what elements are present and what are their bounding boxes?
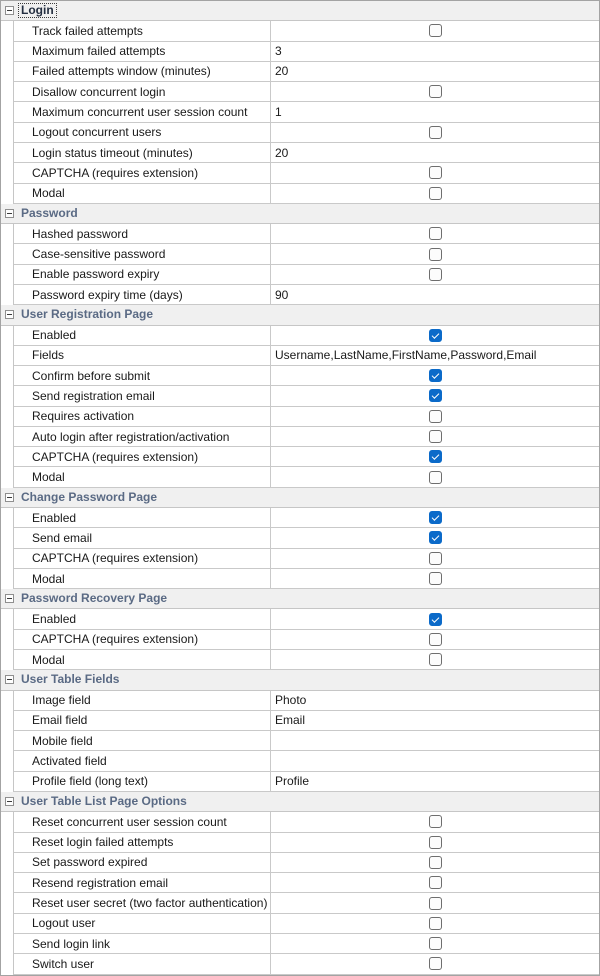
property-value-cell[interactable] <box>271 82 599 101</box>
property-value-cell[interactable] <box>271 549 599 568</box>
property-value-cell[interactable] <box>271 447 599 466</box>
checkbox-unchecked-icon[interactable] <box>429 430 442 443</box>
property-row-reset-user-secret-two-factor-authentication[interactable] <box>14 893 599 913</box>
property-label: Profile field (long text) <box>14 772 271 791</box>
property-row-maximum-failed-attempts[interactable] <box>14 42 599 62</box>
property-row-enabled[interactable] <box>14 326 599 346</box>
property-value-cell[interactable] <box>271 934 599 953</box>
property-label: Enabled <box>14 508 271 527</box>
property-row-send-email[interactable] <box>14 528 599 548</box>
checkbox-checked-icon[interactable] <box>429 531 442 544</box>
property-value-cell[interactable] <box>271 853 599 872</box>
checkbox-unchecked-icon[interactable] <box>429 126 442 139</box>
checkbox-unchecked-icon[interactable] <box>429 85 442 98</box>
property-row-reset-login-failed-attempts[interactable] <box>14 833 599 853</box>
checkbox-unchecked-icon[interactable] <box>429 471 442 484</box>
property-value-text[interactable]: Photo <box>275 693 307 708</box>
checkbox-unchecked-icon[interactable] <box>429 917 442 930</box>
property-label: Password expiry time (days) <box>14 285 271 304</box>
property-label: Modal <box>14 650 271 669</box>
property-row-modal[interactable] <box>14 569 599 589</box>
property-value-cell[interactable] <box>271 21 599 40</box>
property-row-captcha-requires-extension[interactable] <box>14 549 599 569</box>
collapse-minus-icon[interactable] <box>5 594 14 603</box>
property-value-cell[interactable] <box>271 427 599 446</box>
group-header-password[interactable] <box>1 204 599 224</box>
section-rows <box>13 508 599 589</box>
property-label: Logout user <box>14 914 271 933</box>
property-value-cell[interactable] <box>271 812 599 831</box>
property-value-cell[interactable] <box>271 893 599 912</box>
group-header-user-table-list-page-options[interactable] <box>1 792 599 812</box>
property-value-cell[interactable] <box>271 244 599 263</box>
collapse-minus-icon[interactable] <box>5 675 14 684</box>
collapse-minus-icon[interactable] <box>5 6 14 15</box>
property-row-confirm-before-submit[interactable] <box>14 366 599 386</box>
property-label: Mobile field <box>14 731 271 750</box>
group-title: Change Password Page <box>21 489 158 504</box>
group-header-login[interactable] <box>1 1 599 21</box>
property-value-cell[interactable] <box>271 467 599 486</box>
property-value-text[interactable]: 90 <box>275 287 289 302</box>
property-label: Reset user secret (two factor authentication) <box>14 893 271 912</box>
property-label: Set password expired <box>14 853 271 872</box>
collapse-minus-icon[interactable] <box>5 209 14 218</box>
property-row-resend-registration-email[interactable] <box>14 873 599 893</box>
checkbox-unchecked-icon[interactable] <box>429 897 442 910</box>
property-label: Reset login failed attempts <box>14 833 271 852</box>
property-label: Hashed password <box>14 224 271 243</box>
property-row-activated-field[interactable] <box>14 751 599 771</box>
property-value-cell[interactable] <box>271 407 599 426</box>
group-header-user-table-fields[interactable] <box>1 670 599 690</box>
property-row-send-login-link[interactable] <box>14 934 599 954</box>
collapse-minus-icon[interactable] <box>5 493 14 502</box>
property-row-enable-password-expiry[interactable] <box>14 265 599 285</box>
property-row-image-field[interactable] <box>14 691 599 711</box>
property-row-auto-login-after-registration-activation[interactable] <box>14 427 599 447</box>
property-label: Requires activation <box>14 407 271 426</box>
property-label: Switch user <box>14 954 271 973</box>
property-row-logout-concurrent-users[interactable] <box>14 123 599 143</box>
property-value-text[interactable]: Profile <box>275 774 310 789</box>
checkbox-checked-icon[interactable] <box>429 450 442 463</box>
property-row-modal[interactable] <box>14 184 599 204</box>
checkbox-unchecked-icon[interactable] <box>429 876 442 889</box>
property-row-maximum-concurrent-user-session-count[interactable] <box>14 102 599 122</box>
property-value-cell[interactable] <box>271 265 599 284</box>
group-title: Password <box>21 205 78 220</box>
property-value-text[interactable] <box>271 731 599 750</box>
property-label: Reset concurrent user session count <box>14 812 271 831</box>
property-value-cell[interactable] <box>271 224 599 243</box>
property-row-failed-attempts-window-minutes[interactable] <box>14 62 599 82</box>
collapse-minus-icon[interactable] <box>5 310 14 319</box>
property-label: Activated field <box>14 751 271 770</box>
checkbox-unchecked-icon[interactable] <box>429 653 442 666</box>
property-row-mobile-field[interactable] <box>14 731 599 751</box>
property-row-disallow-concurrent-login[interactable] <box>14 82 599 102</box>
property-value-text[interactable]: 3 <box>275 44 282 59</box>
property-row-modal[interactable] <box>14 650 599 670</box>
property-label: Enabled <box>14 326 271 345</box>
property-row-fields[interactable] <box>14 346 599 366</box>
checkbox-checked-icon[interactable] <box>429 511 442 524</box>
property-value-cell[interactable] <box>271 163 599 182</box>
property-label: Enable password expiry <box>14 265 271 284</box>
property-value-cell[interactable] <box>271 528 599 547</box>
checkbox-unchecked-icon[interactable] <box>429 410 442 423</box>
property-value-cell[interactable] <box>271 508 599 527</box>
property-label: Fields <box>14 346 271 365</box>
property-row-modal[interactable] <box>14 467 599 487</box>
checkbox-unchecked-icon[interactable] <box>429 815 442 828</box>
property-value-cell[interactable] <box>271 954 599 973</box>
property-row-enabled[interactable] <box>14 609 599 629</box>
property-label: Send email <box>14 528 271 547</box>
section-rows <box>13 691 599 792</box>
property-row-reset-concurrent-user-session-count[interactable] <box>14 812 599 832</box>
property-value-text[interactable]: 20 <box>275 64 289 79</box>
checkbox-unchecked-icon[interactable] <box>429 572 442 585</box>
checkbox-unchecked-icon[interactable] <box>429 268 442 281</box>
checkbox-unchecked-icon[interactable] <box>429 937 442 950</box>
property-value-cell[interactable] <box>271 386 599 405</box>
property-value-cell[interactable] <box>271 609 599 628</box>
checkbox-unchecked-icon[interactable] <box>429 633 442 646</box>
checkbox-unchecked-icon[interactable] <box>429 957 442 970</box>
group-title: User Table List Page Options <box>21 794 187 809</box>
property-label: Resend registration email <box>14 873 271 892</box>
checkbox-checked-icon[interactable] <box>429 329 442 342</box>
section-rows <box>13 21 599 204</box>
property-value-text[interactable]: Username,LastName,FirstName,Password,Email <box>275 348 537 363</box>
property-label: Track failed attempts <box>14 21 271 40</box>
property-label: Modal <box>14 569 271 588</box>
section-rows <box>13 326 599 488</box>
checkbox-unchecked-icon[interactable] <box>429 24 442 37</box>
property-row-email-field[interactable] <box>14 711 599 731</box>
property-label: CAPTCHA (requires extension) <box>14 447 271 466</box>
property-row-profile-field-long-text[interactable] <box>14 772 599 792</box>
checkbox-checked-icon[interactable] <box>429 369 442 382</box>
section-rows <box>13 812 599 974</box>
checkbox-unchecked-icon[interactable] <box>429 227 442 240</box>
property-row-logout-user[interactable] <box>14 914 599 934</box>
checkbox-unchecked-icon[interactable] <box>429 856 442 869</box>
property-value-cell[interactable] <box>271 650 599 669</box>
property-label: Disallow concurrent login <box>14 82 271 101</box>
property-label: Maximum concurrent user session count <box>14 102 271 121</box>
section-rows <box>13 609 599 670</box>
property-value-cell[interactable] <box>271 184 599 203</box>
property-label: Failed attempts window (minutes) <box>14 62 271 81</box>
property-label: Maximum failed attempts <box>14 42 271 61</box>
property-value-cell[interactable] <box>271 914 599 933</box>
property-label: Email field <box>14 711 271 730</box>
property-label: Case-sensitive password <box>14 244 271 263</box>
checkbox-checked-icon[interactable] <box>429 613 442 626</box>
property-row-captcha-requires-extension[interactable] <box>14 630 599 650</box>
property-value-text[interactable]: 1 <box>275 105 282 120</box>
group-title: User Table Fields <box>21 672 120 687</box>
checkbox-unchecked-icon[interactable] <box>429 187 442 200</box>
property-row-captcha-requires-extension[interactable] <box>14 447 599 467</box>
checkbox-unchecked-icon[interactable] <box>429 166 442 179</box>
group-title: Login <box>21 3 54 18</box>
property-value-cell[interactable] <box>271 833 599 852</box>
property-label: Logout concurrent users <box>14 123 271 142</box>
property-row-enabled[interactable] <box>14 508 599 528</box>
property-label: Enabled <box>14 609 271 628</box>
property-value-cell[interactable] <box>271 569 599 588</box>
property-row-send-registration-email[interactable] <box>14 386 599 406</box>
group-title: User Registration Page <box>21 307 154 322</box>
property-value-cell[interactable] <box>271 326 599 345</box>
property-row-track-failed-attempts[interactable] <box>14 21 599 41</box>
property-row-requires-activation[interactable] <box>14 407 599 427</box>
checkbox-unchecked-icon[interactable] <box>429 248 442 261</box>
property-label: Image field <box>14 691 271 710</box>
checkbox-unchecked-icon[interactable] <box>429 836 442 849</box>
property-label: Confirm before submit <box>14 366 271 385</box>
group-header-password-recovery-page[interactable] <box>1 589 599 609</box>
property-row-captcha-requires-extension[interactable] <box>14 163 599 183</box>
section-rows <box>13 224 599 305</box>
property-label: Send login link <box>14 934 271 953</box>
property-value-cell[interactable] <box>271 123 599 142</box>
checkbox-unchecked-icon[interactable] <box>429 552 442 565</box>
property-value-cell[interactable] <box>271 630 599 649</box>
group-header-user-registration-page[interactable] <box>1 305 599 325</box>
property-label: Login status timeout (minutes) <box>14 143 271 162</box>
property-value-text[interactable]: 20 <box>275 145 289 160</box>
property-row-login-status-timeout-minutes[interactable] <box>14 143 599 163</box>
property-label: Modal <box>14 184 271 203</box>
property-value-cell[interactable] <box>271 873 599 892</box>
property-value-text[interactable]: Email <box>275 713 306 728</box>
group-header-change-password-page[interactable] <box>1 488 599 508</box>
property-row-password-expiry-time-days[interactable] <box>14 285 599 305</box>
property-row-switch-user[interactable] <box>14 954 599 974</box>
property-label: CAPTCHA (requires extension) <box>14 549 271 568</box>
property-value-cell[interactable] <box>271 366 599 385</box>
property-row-hashed-password[interactable] <box>14 224 599 244</box>
property-row-set-password-expired[interactable] <box>14 853 599 873</box>
group-title: Password Recovery Page <box>21 591 168 606</box>
property-label: Auto login after registration/activation <box>14 427 271 446</box>
checkbox-checked-icon[interactable] <box>429 389 442 402</box>
property-row-case-sensitive-password[interactable] <box>14 244 599 264</box>
property-label: Modal <box>14 467 271 486</box>
property-label: CAPTCHA (requires extension) <box>14 630 271 649</box>
collapse-minus-icon[interactable] <box>5 797 14 806</box>
property-label: Send registration email <box>14 386 271 405</box>
property-label: CAPTCHA (requires extension) <box>14 163 271 182</box>
property-value-text[interactable] <box>271 751 599 770</box>
